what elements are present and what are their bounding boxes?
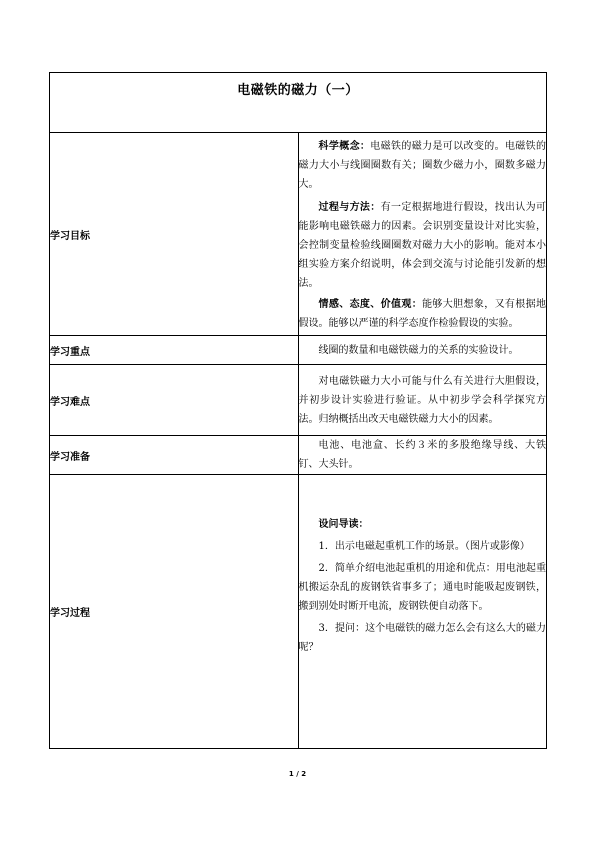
goals-row xyxy=(50,133,547,336)
goals-content xyxy=(298,133,547,336)
process-step: 1．出示电磁起重机工作的场景。（图片或影像） xyxy=(318,541,530,552)
preparation-row xyxy=(50,436,547,475)
lesson-plan-table xyxy=(49,72,547,749)
goal-key: 科学概念： xyxy=(318,141,371,152)
focus-row xyxy=(50,336,547,365)
goal-text: 电磁铁的磁力是可以改变的。电磁铁的磁力大小与线圈圈数有关；圈数少磁力小，圈数多磁力大。 xyxy=(298,141,547,190)
difficulty-label: 学习难点 xyxy=(50,365,299,436)
goal-item xyxy=(299,198,547,293)
preparation-label: 学习准备 xyxy=(50,436,299,475)
process-content xyxy=(298,475,547,749)
preparation-text: 电池、电池盒、长约３米的多股绝缘导线、大铁钉、大头针。 xyxy=(298,440,546,470)
process-step: 3．提问：这个电磁铁的磁力怎么会有这么大的磁力呢？ xyxy=(298,623,546,653)
goal-key: 过程与方法： xyxy=(318,202,381,213)
page-number: 1 / 2 xyxy=(288,770,307,778)
focus-text: 线圈的数量和电磁铁磁力的关系的实验设计。 xyxy=(318,344,519,356)
difficulty-row xyxy=(50,365,547,436)
goal-key: 情感、态度、价值观： xyxy=(318,299,423,310)
process-row xyxy=(50,475,547,749)
goal-text: 能够大胆想象，又有根据地假设。能够以严谨的科学态度作检验假设的实验。 xyxy=(298,299,547,329)
document-title: 电磁铁的磁力（一） xyxy=(237,83,359,98)
process-label: 学习过程 xyxy=(50,475,299,749)
process-step: 2．简单介绍电池起重机的用途和优点：用电池起重机搬运杂乱的废钢铁省事多了；通电时能吸起废钢铁，搬到别处时断开电流，废钢铁便自动落下。 xyxy=(298,563,546,612)
goal-text: 有一定根据地进行假设，找出认为可能影响电磁铁磁力的因素。会识别变量设计对比实验，会控制变量检验线圈圈数对磁力大小的影响。能对本小组实验方案介绍说明，体会到交流与讨论能引发新的想法。 xyxy=(298,202,547,289)
goals-label: 学习目标 xyxy=(50,133,299,336)
process-heading: 设问导读： xyxy=(318,519,369,530)
title-row xyxy=(50,73,547,133)
focus-label: 学习重点 xyxy=(50,336,299,365)
difficulty-text: 对电磁铁磁力大小可能与什么有关进行大胆假设，并初步设计实验进行验证。从中初步学会科学探究方法。归纳概括出改天电磁铁磁力大小的因素。 xyxy=(298,375,546,425)
goal-item xyxy=(299,137,547,194)
goal-item xyxy=(299,295,547,333)
